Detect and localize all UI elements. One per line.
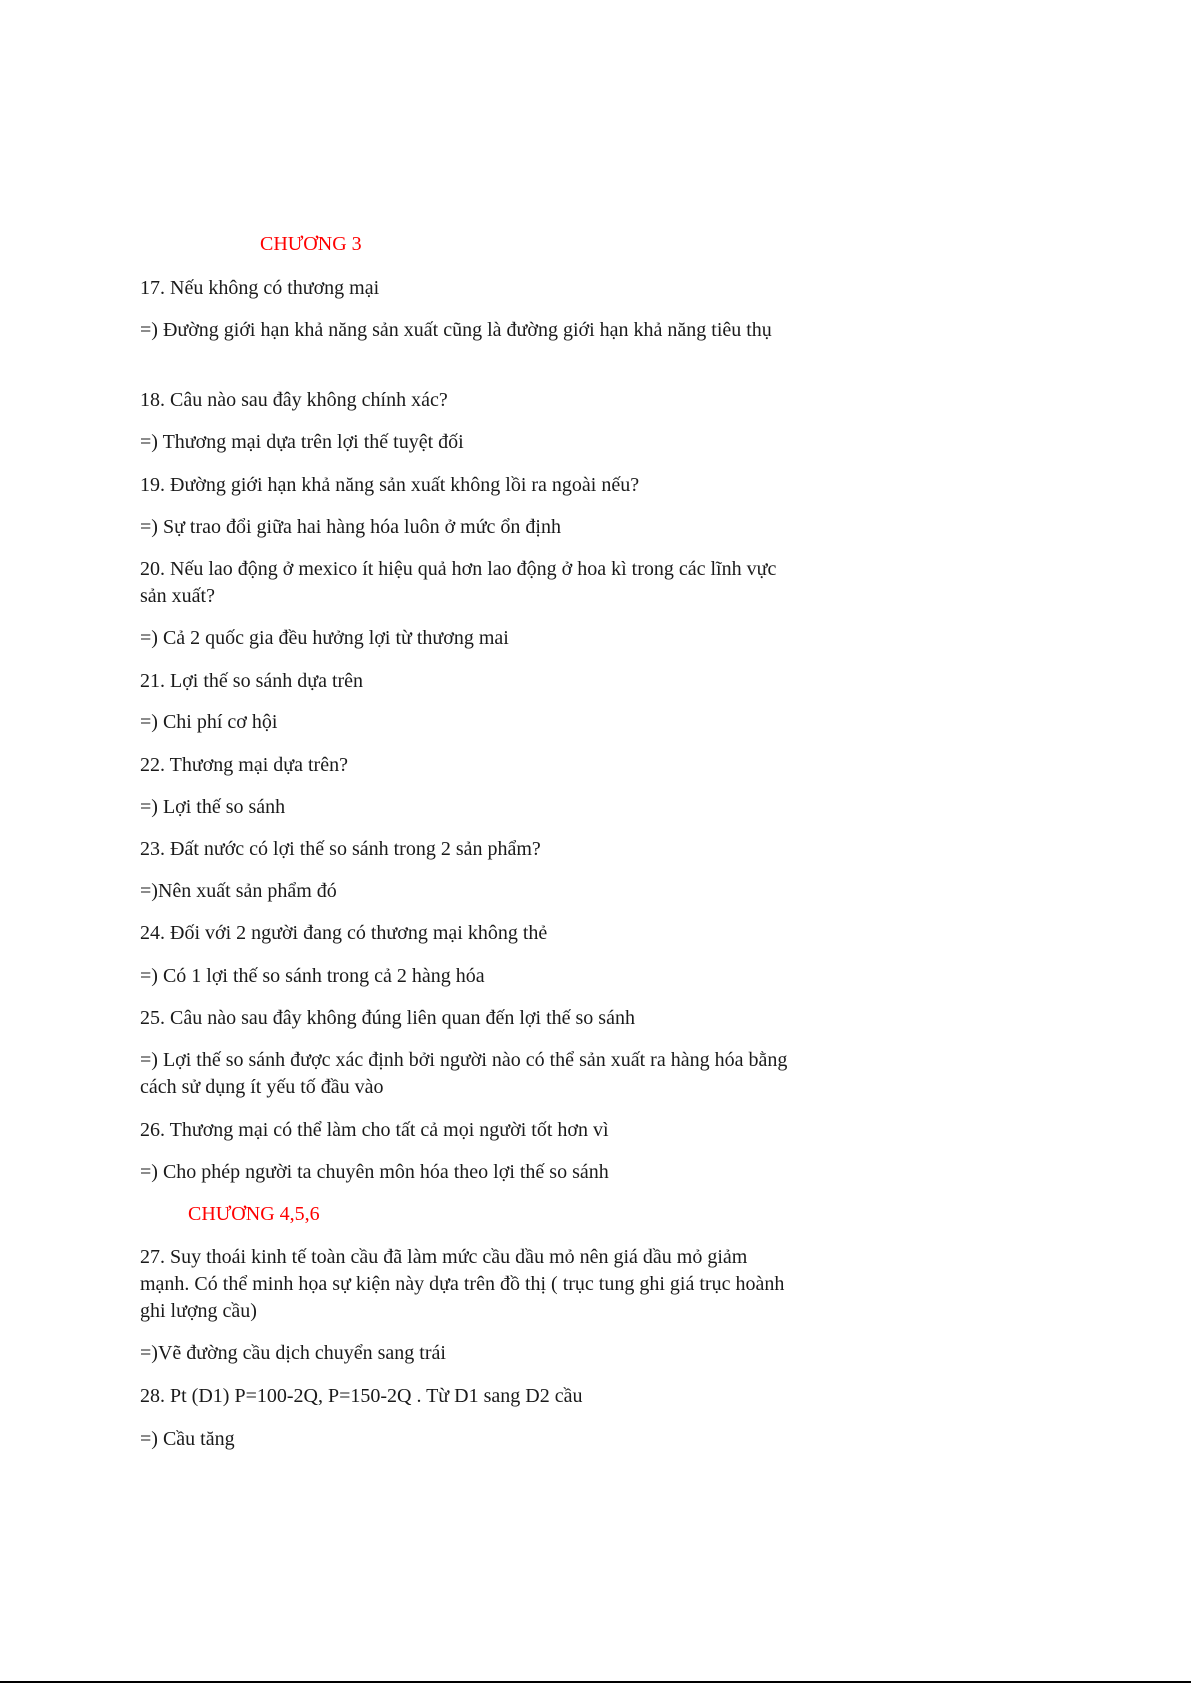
question-18: 18. Câu nào sau đây không chính xác? xyxy=(140,389,448,411)
answer-21: =) Chi phí cơ hội xyxy=(140,711,278,733)
question-26: 26. Thương mại có thể làm cho tất cả mọi người tốt hơn vì xyxy=(140,1119,609,1141)
chapter-3-heading: CHƯƠNG 3 xyxy=(260,233,362,255)
question-21: 21. Lợi thế so sánh dựa trên xyxy=(140,670,364,692)
answer-17: =) Đường giới hạn khả năng sản xuất cũng là đường giới hạn khả năng tiêu thụ xyxy=(140,319,772,341)
answer-28: =) Cầu tăng xyxy=(140,1428,235,1450)
answer-22: =) Lợi thế so sánh xyxy=(140,796,286,818)
answer-23: =)Nên xuất sản phẩm đó xyxy=(140,880,337,902)
answer-19: =) Sự trao đổi giữa hai hàng hóa luôn ở mức ổn định xyxy=(140,516,561,538)
answer-26: =) Cho phép người ta chuyên môn hóa theo lợi thế so sánh xyxy=(140,1161,609,1183)
question-28: 28. Pt (D1) P=100-2Q, P=150-2Q . Từ D1 sang D2 cầu xyxy=(140,1385,583,1407)
answer-18: =) Thương mại dựa trên lợi thế tuyệt đối xyxy=(140,431,464,453)
question-20: 20. Nếu lao động ở mexico ít hiệu quả hơn lao động ở hoa kì trong các lĩnh vực sản xuất? xyxy=(140,558,777,607)
question-22: 22. Thương mại dựa trên? xyxy=(140,754,348,776)
question-27: 27. Suy thoái kinh tế toàn cầu đã làm mức cầu dầu mỏ nên giá dầu mỏ giảm mạnh. Có thể minh họa sự kiện này dựa trên đồ thị ( trục tung ghi giá trục hoành ghi lượng cầu) xyxy=(140,1246,785,1322)
answer-20: =) Cả 2 quốc gia đều hưởng lợi từ thương mai xyxy=(140,627,509,649)
answer-27: =)Vẽ đường cầu dịch chuyển sang trái xyxy=(140,1342,446,1364)
answer-24: =) Có 1 lợi thế so sánh trong cả 2 hàng hóa xyxy=(140,965,485,987)
question-17: 17. Nếu không có thương mại xyxy=(140,277,380,299)
question-23: 23. Đất nước có lợi thế so sánh trong 2 sản phẩm? xyxy=(140,838,541,860)
question-24: 24. Đối với 2 người đang có thương mại không thẻ xyxy=(140,922,548,944)
question-25: 25. Câu nào sau đây không đúng liên quan đến lợi thế so sánh xyxy=(140,1007,635,1029)
answer-25: =) Lợi thế so sánh được xác định bởi người nào có thể sản xuất ra hàng hóa bằng cách sử dụng ít yếu tố đầu vào xyxy=(140,1049,788,1098)
page-bottom-rule xyxy=(0,1681,1191,1683)
question-19: 19. Đường giới hạn khả năng sản xuất không lồi ra ngoài nếu? xyxy=(140,474,640,496)
chapter-4-5-6-heading: CHƯƠNG 4,5,6 xyxy=(188,1203,320,1225)
